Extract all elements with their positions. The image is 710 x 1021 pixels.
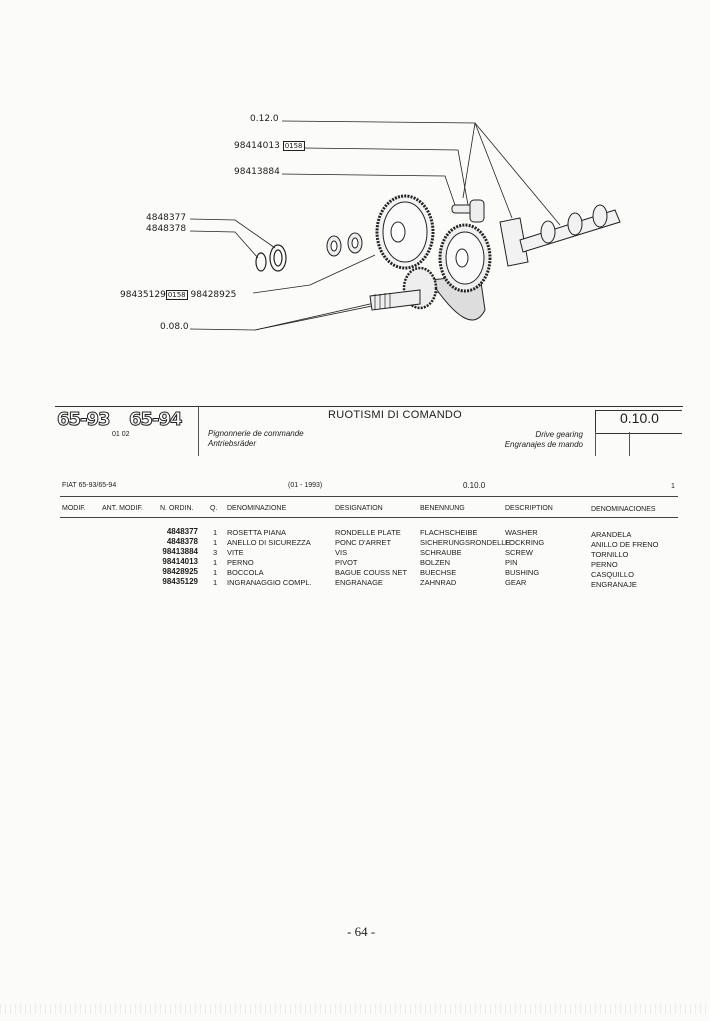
callout-98414013-box: 0158 [284,142,303,150]
group-code: 0.10.0 [620,410,659,426]
part-qty: 1 [213,578,218,587]
part-name-en: LOCKRING [505,538,545,547]
callout-98414013-number: 98414013 [234,141,280,151]
subtitle-de: Antriebsräder [208,439,257,448]
part-number: 98413884 [162,547,198,556]
part-name-fr: PONC D'ARRET [335,538,392,547]
washer-part [256,245,286,271]
header-divider-right-2 [629,432,630,456]
callout-4848378: 4848378 [146,224,187,234]
part-name-en: WASHER [505,528,538,537]
part-name-it: VITE [227,548,244,557]
part-name-fr: PIVOT [335,558,358,567]
callout-0120: 0.12.0 [250,114,279,124]
exploded-parts-diagram [0,0,710,400]
part-name-de: SCHRAUBE [420,548,462,557]
part-number: 98414013 [162,557,198,566]
part-name-fr: VIS [335,548,348,557]
part-name-es: CASQUILLO [591,570,634,579]
col-modif: MODIF. [62,505,86,512]
page-number: - 64 - [347,924,376,939]
part-qty: 3 [213,548,218,557]
callout-98414013 [234,141,305,151]
section-title: RUOTISMI DI COMANDO [328,409,463,421]
callout-98413884: 98413884 [234,167,280,177]
part-qty: 1 [213,538,218,547]
model-badge-a: 65-93 [57,409,110,430]
table-row [154,547,198,556]
date-range: (01 - 1993) [288,482,323,489]
part-name-de: FLACHSCHEIBE [420,528,478,537]
part-name-de: SICHERUNGSRONDELLE [420,538,511,547]
part-name-it: ROSETTA PIANA [227,528,287,537]
part-name-es: ARANDELA [591,530,632,539]
part-name-fr: ENGRANAGE [335,578,383,587]
part-name-es: ENGRANAJE [591,580,637,589]
col-benennung: BENENNUNG [420,505,465,512]
part-name-it: PERNO [227,558,254,567]
col-denominaciones: DENOMINACIONES [591,506,656,513]
callout-98435129 [120,290,236,300]
part-qty: 1 [213,528,218,537]
scan-noise [0,1004,710,1014]
col-description: DESCRIPTION [505,505,553,512]
subtitle-es: Engranajes de mando [504,440,583,449]
camshaft-part [500,205,620,266]
model-code: 01 02 [112,431,130,438]
table-top-rule [60,496,678,497]
part-name-it: ANELLO DI SICUREZZA [227,538,311,547]
group-ref: 0.10.0 [463,481,486,490]
table-row [154,567,198,576]
part-name-es: ANILLO DE FRENO [591,540,659,549]
col-q: Q. [210,505,218,512]
callout-0080: 0.08.0 [160,322,189,332]
part-name-it: INGRANAGGIO COMPL. [227,578,312,587]
part-number: 98435129 [162,577,198,586]
header-divider-left [198,406,199,456]
part-number: 4848377 [166,527,198,536]
part-name-fr: BAGUE COUSS NET [335,568,408,577]
part-name-fr: RONDELLE PLATE [335,528,401,537]
col-n-ordin: N. ORDIN. [160,505,194,512]
part-name-en: GEAR [505,578,527,587]
page-sub: 1 [671,483,675,490]
bushing-part [327,233,362,256]
part-name-en: BUSHING [505,568,540,577]
part-name-it: BOCCOLA [227,568,264,577]
col-designation: DESIGNATION [335,505,383,512]
subtitle-fr: Pignonnerie de commande [208,429,304,438]
model-badge-b: 65-94 [129,409,182,430]
col-denominazione: DENOMINAZIONE [227,505,287,512]
part-qty: 1 [213,558,218,567]
callout-98435129-box: 0158 [167,291,186,299]
part-name-de: BOLZEN [420,558,451,567]
header-divider-right [595,432,596,456]
header-top-rule [55,406,683,407]
part-name-de: ZAHNRAD [420,578,457,587]
callout-98435129-number: 98435129 [120,290,166,300]
part-name-en: SCREW [505,548,533,557]
part-name-es: PERNO [591,560,618,569]
table-row [154,577,198,586]
callout-98428925-number: 98428925 [190,290,237,300]
col-ant-modif: ANT. MODIF. [102,505,143,512]
gear-part [377,196,433,268]
part-number: 4848378 [166,537,198,546]
table-row [154,557,198,566]
part-name-es: TORNILLO [591,550,629,559]
table-header-rule [60,517,678,518]
subtitle-en: Drive gearing [535,430,583,439]
part-name-de: BUECHSE [420,568,457,577]
part-qty: 1 [213,568,218,577]
part-number: 98428925 [162,567,198,576]
table-row [154,537,198,546]
callout-4848377: 4848377 [146,213,187,223]
table-row [154,527,198,536]
part-name-en: PIN [505,558,518,567]
header-band [55,406,683,456]
model-line: FIAT 65-93/65-94 [62,482,117,489]
